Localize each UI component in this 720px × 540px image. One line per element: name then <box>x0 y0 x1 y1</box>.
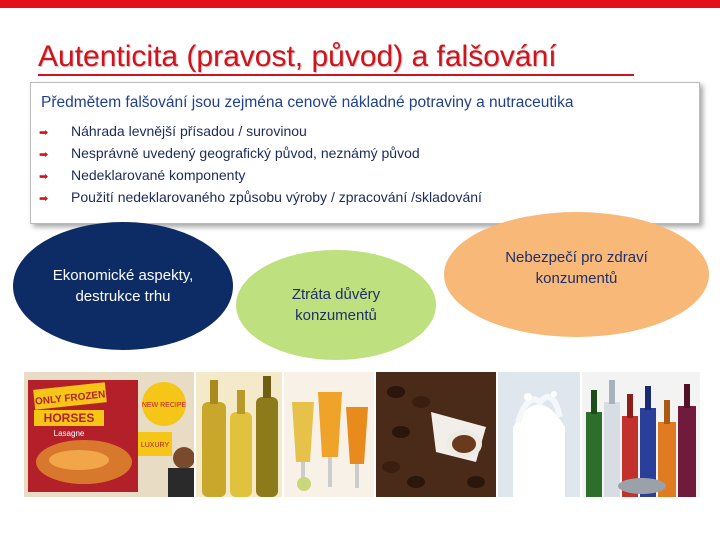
list-item <box>39 164 482 186</box>
oval-trust-text: Ztráta důvěry konzumentů <box>291 286 381 324</box>
arrow-icon: ➡ <box>39 171 49 183</box>
oval-economic-aspects <box>13 222 233 350</box>
oval-consumer-trust <box>236 250 436 360</box>
list-item-text: Náhrada levnější přísadou / surovinou <box>71 123 307 139</box>
juice-glasses-image <box>284 372 374 497</box>
arrow-icon: ➡ <box>39 127 49 139</box>
photo-horse-lasagne <box>24 372 194 497</box>
list-item <box>39 142 482 164</box>
slide-title: Autenticita (pravost, původ) a falšování <box>38 40 557 73</box>
photo-oil-bottles <box>196 372 282 497</box>
package-product-text: HORSES <box>43 411 95 425</box>
oil-bottles-image <box>196 372 282 497</box>
lasagne-package-image <box>24 372 194 497</box>
title-underline <box>38 74 634 76</box>
coffee-image <box>376 372 496 497</box>
list-item <box>39 186 482 208</box>
oval-health-risk <box>444 212 709 337</box>
milk-image <box>498 372 580 497</box>
list-item <box>39 120 482 142</box>
oval-health-text: Nebezpečí pro zdraví konzumentů <box>505 248 648 287</box>
photo-juice-glasses <box>284 372 374 497</box>
list-item-text: Nesprávně uvedený geografický původ, neznámý původ <box>71 145 420 161</box>
photo-coffee <box>376 372 496 497</box>
list-item-text: Nedeklarované komponenty <box>71 167 246 183</box>
info-box <box>30 82 700 224</box>
arrow-icon: ➡ <box>39 193 49 205</box>
box-heading: Předmětem falšování jsou zejména cenově nákladné potraviny a nutraceutika <box>41 94 574 111</box>
package-brand-text: ONLY FROZEN <box>34 389 106 408</box>
oval-economic-text: Ekonomické aspekty, destrukce trhu <box>52 267 194 305</box>
bullet-list <box>39 120 482 208</box>
photo-milk <box>498 372 580 497</box>
top-red-bar <box>0 0 720 8</box>
photo-alcohol-bottles <box>582 372 700 497</box>
package-badge2-text: NEW RECIPE <box>141 402 187 409</box>
package-sub-text: Lasagne <box>53 429 85 438</box>
arrow-icon: ➡ <box>39 149 49 161</box>
list-item-text: Použití nedeklarovaného způsobu výroby / zpracování /skladování <box>71 189 482 205</box>
alcohol-bottles-image <box>582 372 700 497</box>
package-badge-text: LUXURY <box>140 442 170 449</box>
